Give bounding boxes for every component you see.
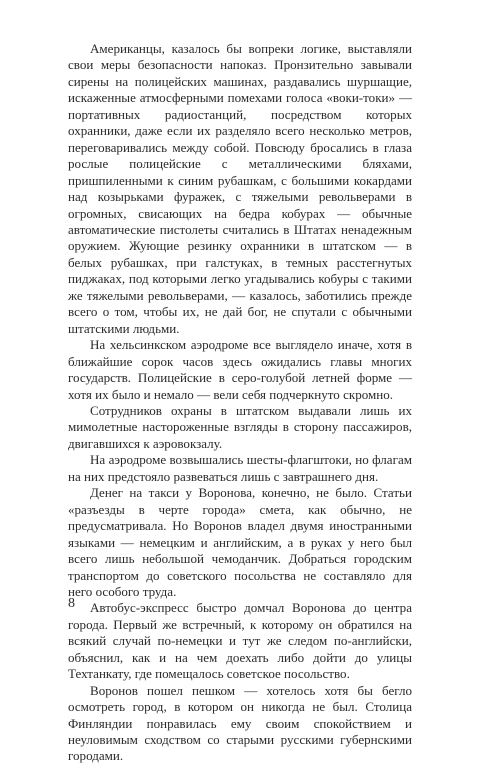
paragraph: Сотрудников охраны в штатском выдавали лишь их мимолетные настороженные взгляды в сторону пассажиров, двигавшихся к аэровокзалу. [68, 402, 412, 451]
body-text [68, 41, 412, 765]
paragraph: Денег на такси у Воронова, конечно, не было. Статьи «разъезды в черте города» смета, как обычно, не предусматривала. Но Воронов владел двумя иностранными языками — немецким и английским, а в руках у него был всего лишь небольшой чемоданчик. Добраться городским транспортом до советского посольства не составляло для него особого труда. [68, 485, 412, 599]
paragraph: Автобус-экспресс быстро домчал Воронова до центра города. Первый же встречный, к которому он обратился на всякий случай по-немецки и тут же следом по-английски, объяснил, как и на чем доехать либо дойти до улицы Техтанкату, где помещалось советское посольство. [68, 600, 412, 682]
paragraph: На аэродроме возвышались шесты-флагштоки, но флагам на них предстояло развеваться лишь с завтрашнего дня. [68, 452, 412, 484]
paragraph: Американцы, казалось бы вопреки логике, выставляли свои меры безопасности напоказ. Пронзительно завывали сирены на полицейских машинах, раздавались шуршащие, искаженные атмосферными помехами голоса «воки-токи» — портативных радиостанций, посредством которых охранники, даже если их разделяло всего несколько метров, переговаривались между собой. Повсюду бросались в глаза рослые полицейские с металлическими бляхами, пришпиленными к синим рубашкам, с большими кокардами над козырьками фуражек, с тяжелыми револьверами в огромных, свисающих на бедра кобурах — обычные автоматические пистолеты считались в Штатах ненадежным оружием. Жующие резинку охранники в штатском — в белых рубашках, при галстуках, в темных расстегнутых пиджаках, под которыми легко угадывались кобуры с такими же тяжелыми револьверами, — казалось, заботились прежде всего о том, чтобы их, не дай бог, не спутали с обычными штатскими людьми. [68, 41, 412, 336]
page-number: 8 [68, 596, 75, 611]
paragraph: На хельсинкском аэродроме все выглядело иначе, хотя в ближайшие сорок часов здесь ожидались главы многих государств. Полицейские в серо-голубой летней форме — хотя их было и немало — вели себя подчеркнуто скромно. [68, 337, 412, 402]
paragraph: Воронов пошел пешком — хотелось хотя бы бегло осмотреть город, в котором он никогда не был. Столица Финляндии понравилась ему своим спокойствием и неуловимым сходством со старыми русскими губернскими городами. [68, 682, 412, 764]
